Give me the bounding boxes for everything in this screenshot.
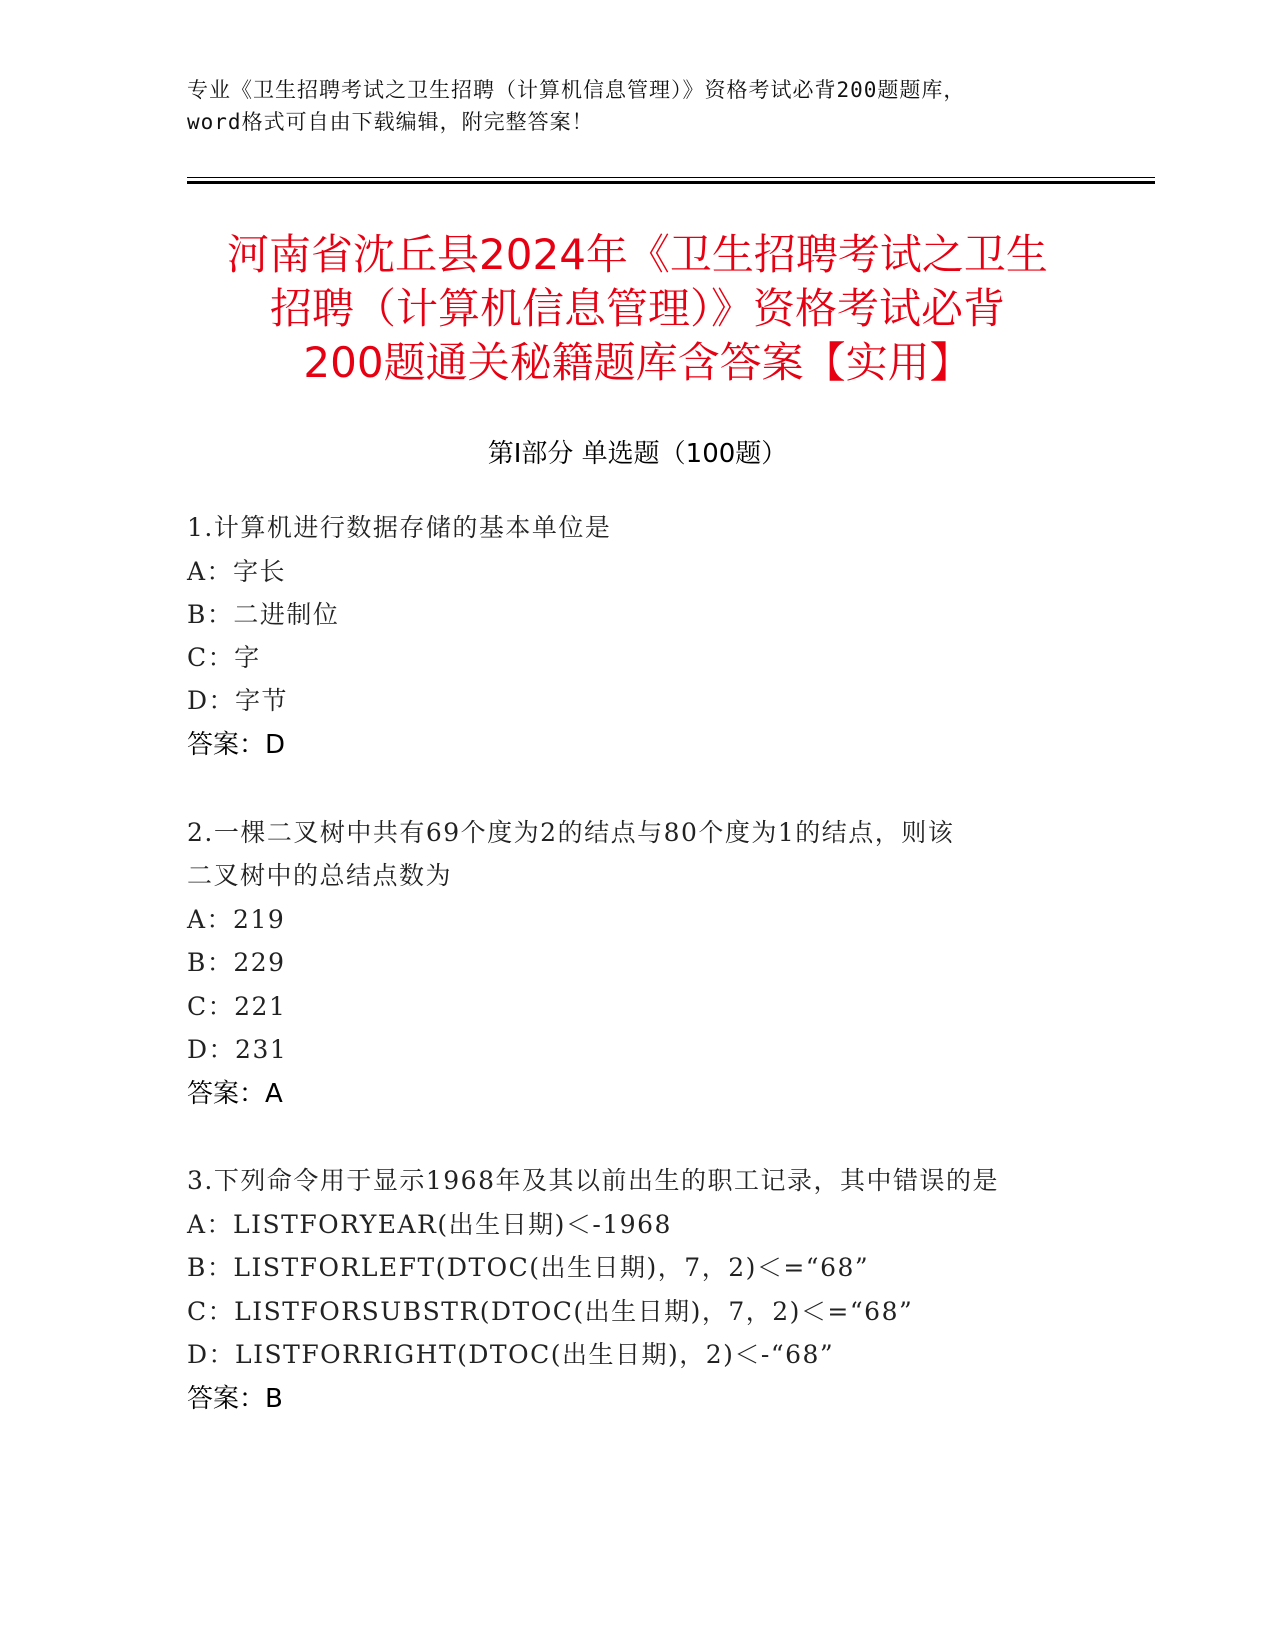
question-option: A：字长 xyxy=(187,557,287,586)
header-divider-thin xyxy=(187,177,1155,178)
question-stem: 二叉树中的总结点数为 xyxy=(187,861,453,890)
header-note-line: word格式可自由下载编辑，附完整答案！ xyxy=(187,110,594,134)
question-answer: 答案：B xyxy=(187,1384,283,1414)
document-title xyxy=(140,228,1135,390)
question-answer: 答案：A xyxy=(187,1079,283,1109)
header-note-line: 专业《卫生招聘考试之卫生招聘（计算机信息管理）》资格考试必背200题题库， xyxy=(187,78,966,102)
question-option: C：221 xyxy=(187,992,287,1021)
section-title: 第Ⅰ部分 单选题（100题） xyxy=(487,439,788,469)
question-stem: 2.一棵二叉树中共有69个度为2的结点与80个度为1的结点，则该 xyxy=(187,818,955,847)
question-option: B：二进制位 xyxy=(187,600,340,629)
question-option: D：231 xyxy=(187,1035,288,1064)
question-option: D：字节 xyxy=(187,686,289,715)
question-option: A：219 xyxy=(187,905,286,934)
header-note xyxy=(187,74,1087,138)
question-option: B：229 xyxy=(187,948,286,977)
question-option: D：LISTFORRIGHT(DTOC(出生日期)，2)＜-“68” xyxy=(187,1340,835,1369)
question-answer: 答案：D xyxy=(187,730,286,760)
question-stem: 1.计算机进行数据存储的基本单位是 xyxy=(187,513,612,542)
question-stem: 3.下列命令用于显示1968年及其以前出生的职工记录，其中错误的是 xyxy=(187,1166,999,1195)
title-line: 河南省沈丘县2024年《卫生招聘考试之卫生 xyxy=(227,230,1048,279)
question-option: B：LISTFORLEFT(DTOC(出生日期)，7，2)＜=“68” xyxy=(187,1253,870,1282)
header-divider-thick xyxy=(187,181,1155,184)
title-line: 200题通关秘籍题库含答案【实用】 xyxy=(303,338,972,387)
title-line: 招聘（计算机信息管理）》资格考试必背 xyxy=(269,284,1005,333)
question-option: C：字 xyxy=(187,643,261,672)
question-option: A：LISTFORYEAR(出生日期)＜-1968 xyxy=(187,1210,672,1239)
question-option: C：LISTFORSUBSTR(DTOC(出生日期)，7，2)＜=“68” xyxy=(187,1297,914,1326)
